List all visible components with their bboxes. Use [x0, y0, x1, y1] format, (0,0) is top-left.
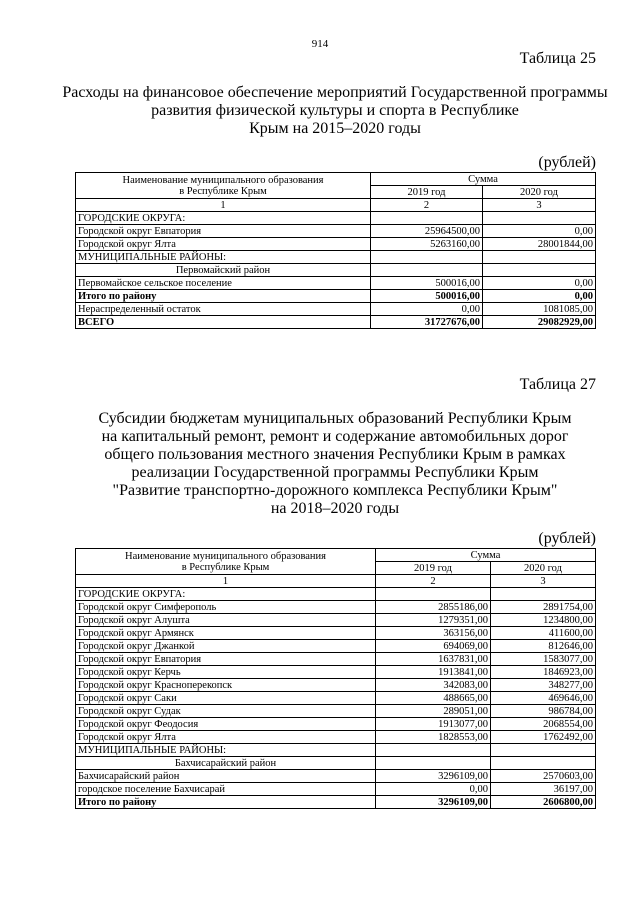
- table-row: [76, 783, 596, 796]
- table-27-title: [60, 410, 610, 518]
- row-value-2019: 1279351,00: [376, 614, 491, 627]
- row-value-2019: 289051,00: [376, 705, 491, 718]
- table-27-title-line: на капитальный ремонт, ремонт и содержание автомобильных дорог: [101, 428, 569, 445]
- row-value-2019: 25964500,00: [371, 225, 483, 238]
- row-value-2020: 1081085,00: [483, 303, 596, 316]
- page-number: 914: [311, 38, 329, 50]
- row-name: городское поселение Бахчисарай: [76, 783, 376, 796]
- header-year-2020: 2020 год: [491, 562, 596, 575]
- table-row: [76, 731, 596, 744]
- row-name: Городской округ Саки: [76, 692, 376, 705]
- remainder-row: [76, 303, 596, 316]
- table-row: [76, 653, 596, 666]
- header-name-cell: [76, 173, 371, 199]
- header-col-number: 1: [76, 199, 371, 212]
- table-27-title-line: "Развитие транспортно-дорожного комплекса Республики Крым": [112, 482, 558, 499]
- empty-cell: [371, 212, 483, 225]
- table-27-city-rows: [76, 601, 596, 744]
- header-name-line: в Республике Крым: [179, 185, 267, 197]
- row-name: Городской округ Армянск: [76, 627, 376, 640]
- row-name: Городской округ Ялта: [76, 238, 371, 251]
- row-value-2020: 36197,00: [491, 783, 596, 796]
- row-value-2019: 2855186,00: [376, 601, 491, 614]
- table-row: [76, 640, 596, 653]
- header-col-number: 2: [371, 199, 483, 212]
- section-heading: МУНИЦИПАЛЬНЫЕ РАЙОНЫ:: [76, 251, 371, 264]
- district-total-row: [76, 290, 596, 303]
- table-25-title-line: Расходы на финансовое обеспечение мероприятий Государственной программы: [62, 84, 608, 101]
- row-value-2019: 694069,00: [376, 640, 491, 653]
- row-value-2020: 469646,00: [491, 692, 596, 705]
- empty-cell: [376, 757, 491, 770]
- row-name: Итого по району: [76, 290, 371, 303]
- table-25-title-line: развития физической культуры и спорта в Республике: [151, 102, 519, 119]
- row-value-2020: 0,00: [483, 290, 596, 303]
- row-name: Городской округ Джанкой: [76, 640, 376, 653]
- table-25-label: Таблица 25: [519, 50, 596, 67]
- grand-total-row: [76, 316, 596, 329]
- table-row: [76, 692, 596, 705]
- empty-cell: [491, 588, 596, 601]
- row-value-2020: 2891754,00: [491, 601, 596, 614]
- table-27-title-line: на 2018–2020 годы: [270, 500, 400, 517]
- row-name: Первомайское сельское поселение: [76, 277, 371, 290]
- row-value-2019: 0,00: [376, 783, 491, 796]
- table-27-label: Таблица 27: [519, 376, 596, 393]
- table-27-district-rows: [76, 770, 596, 796]
- row-value-2020: 2606800,00: [491, 796, 596, 809]
- table-25-unit: (рублей): [538, 154, 596, 171]
- row-name: Городской округ Евпатория: [76, 653, 376, 666]
- table-27-title-line: Субсидии бюджетам муниципальных образований Республики Крым: [98, 410, 572, 427]
- row-name: Городской округ Керчь: [76, 666, 376, 679]
- header-col-number: 3: [491, 575, 596, 588]
- row-value-2019: 5263160,00: [371, 238, 483, 251]
- row-value-2020: 0,00: [483, 277, 596, 290]
- empty-cell: [376, 744, 491, 757]
- row-value-2020: 0,00: [483, 225, 596, 238]
- row-value-2019: 1913077,00: [376, 718, 491, 731]
- header-name-line: Наименование муниципального образования: [122, 174, 324, 186]
- row-value-2019: 3296109,00: [376, 796, 491, 809]
- row-name: Бахчисарайский район: [76, 770, 376, 783]
- table-row: [76, 614, 596, 627]
- row-name: Городской округ Симферополь: [76, 601, 376, 614]
- table-27-unit: (рублей): [538, 530, 596, 547]
- table-row: [76, 225, 596, 238]
- empty-cell: [483, 212, 596, 225]
- section-heading: МУНИЦИПАЛЬНЫЕ РАЙОНЫ:: [76, 744, 376, 757]
- row-name: Городской округ Красноперекопск: [76, 679, 376, 692]
- row-value-2019: 1637831,00: [376, 653, 491, 666]
- table-25: [75, 172, 596, 329]
- row-value-2019: 500016,00: [371, 290, 483, 303]
- district-heading: Первомайский район: [76, 264, 371, 277]
- table-25-title: [60, 84, 610, 138]
- row-value-2020: 1234800,00: [491, 614, 596, 627]
- table-row: [76, 770, 596, 783]
- row-value-2020: 1762492,00: [491, 731, 596, 744]
- row-name: Городской округ Феодосия: [76, 718, 376, 731]
- row-value-2019: 1828553,00: [376, 731, 491, 744]
- header-col-number: 2: [376, 575, 491, 588]
- table-row: [76, 277, 596, 290]
- table-row: [76, 718, 596, 731]
- table-27: [75, 548, 596, 809]
- row-value-2019: 363156,00: [376, 627, 491, 640]
- row-value-2019: 31727676,00: [371, 316, 483, 329]
- empty-cell: [491, 744, 596, 757]
- row-value-2020: 812646,00: [491, 640, 596, 653]
- row-value-2020: 2570603,00: [491, 770, 596, 783]
- row-value-2020: 411600,00: [491, 627, 596, 640]
- empty-cell: [483, 251, 596, 264]
- table-27-title-line: реализации Государственной программы Республики Крым: [131, 464, 539, 481]
- row-value-2019: 488665,00: [376, 692, 491, 705]
- row-value-2019: 1913841,00: [376, 666, 491, 679]
- section-heading: ГОРОДСКИЕ ОКРУГА:: [76, 212, 371, 225]
- district-heading: Бахчисарайский район: [76, 757, 376, 770]
- row-name: Городской округ Евпатория: [76, 225, 371, 238]
- empty-cell: [371, 264, 483, 277]
- table-row: [76, 679, 596, 692]
- row-value-2020: 2068554,00: [491, 718, 596, 731]
- header-year-2019: 2019 год: [376, 562, 491, 575]
- empty-cell: [376, 588, 491, 601]
- table-25-title-line: Крым на 2015–2020 годы: [249, 120, 421, 137]
- row-name: Городской округ Судак: [76, 705, 376, 718]
- empty-cell: [483, 264, 596, 277]
- table-row: [76, 705, 596, 718]
- header-year-2019: 2019 год: [371, 186, 483, 199]
- table-row: [76, 601, 596, 614]
- header-name-line: Наименование муниципального образования: [125, 550, 326, 562]
- table-row: [76, 666, 596, 679]
- row-name: Нераспределенный остаток: [76, 303, 371, 316]
- table-27-title-line: общего пользования местного значения Республики Крым в рамках: [104, 446, 566, 463]
- row-name: Итого по району: [76, 796, 376, 809]
- header-sum: Сумма: [376, 549, 596, 562]
- header-col-number: 3: [483, 199, 596, 212]
- section-heading: ГОРОДСКИЕ ОКРУГА:: [76, 588, 376, 601]
- row-value-2020: 1583077,00: [491, 653, 596, 666]
- header-year-2020: 2020 год: [483, 186, 596, 199]
- row-name: Городской округ Алушта: [76, 614, 376, 627]
- district-total-row: [76, 796, 596, 809]
- empty-cell: [491, 757, 596, 770]
- row-name: ВСЕГО: [76, 316, 371, 329]
- table-row: [76, 238, 596, 251]
- header-col-number: 1: [76, 575, 376, 588]
- row-value-2019: 0,00: [371, 303, 483, 316]
- row-value-2019: 3296109,00: [376, 770, 491, 783]
- row-value-2019: 342083,00: [376, 679, 491, 692]
- empty-cell: [371, 251, 483, 264]
- row-value-2020: 348277,00: [491, 679, 596, 692]
- header-name-cell: [76, 549, 376, 575]
- table-row: [76, 627, 596, 640]
- row-value-2020: 28001844,00: [483, 238, 596, 251]
- row-value-2020: 986784,00: [491, 705, 596, 718]
- row-value-2020: 29082929,00: [483, 316, 596, 329]
- row-value-2020: 1846923,00: [491, 666, 596, 679]
- row-name: Городской округ Ялта: [76, 731, 376, 744]
- row-value-2019: 500016,00: [371, 277, 483, 290]
- header-name-line: в Республике Крым: [181, 561, 270, 573]
- header-sum: Сумма: [371, 173, 596, 186]
